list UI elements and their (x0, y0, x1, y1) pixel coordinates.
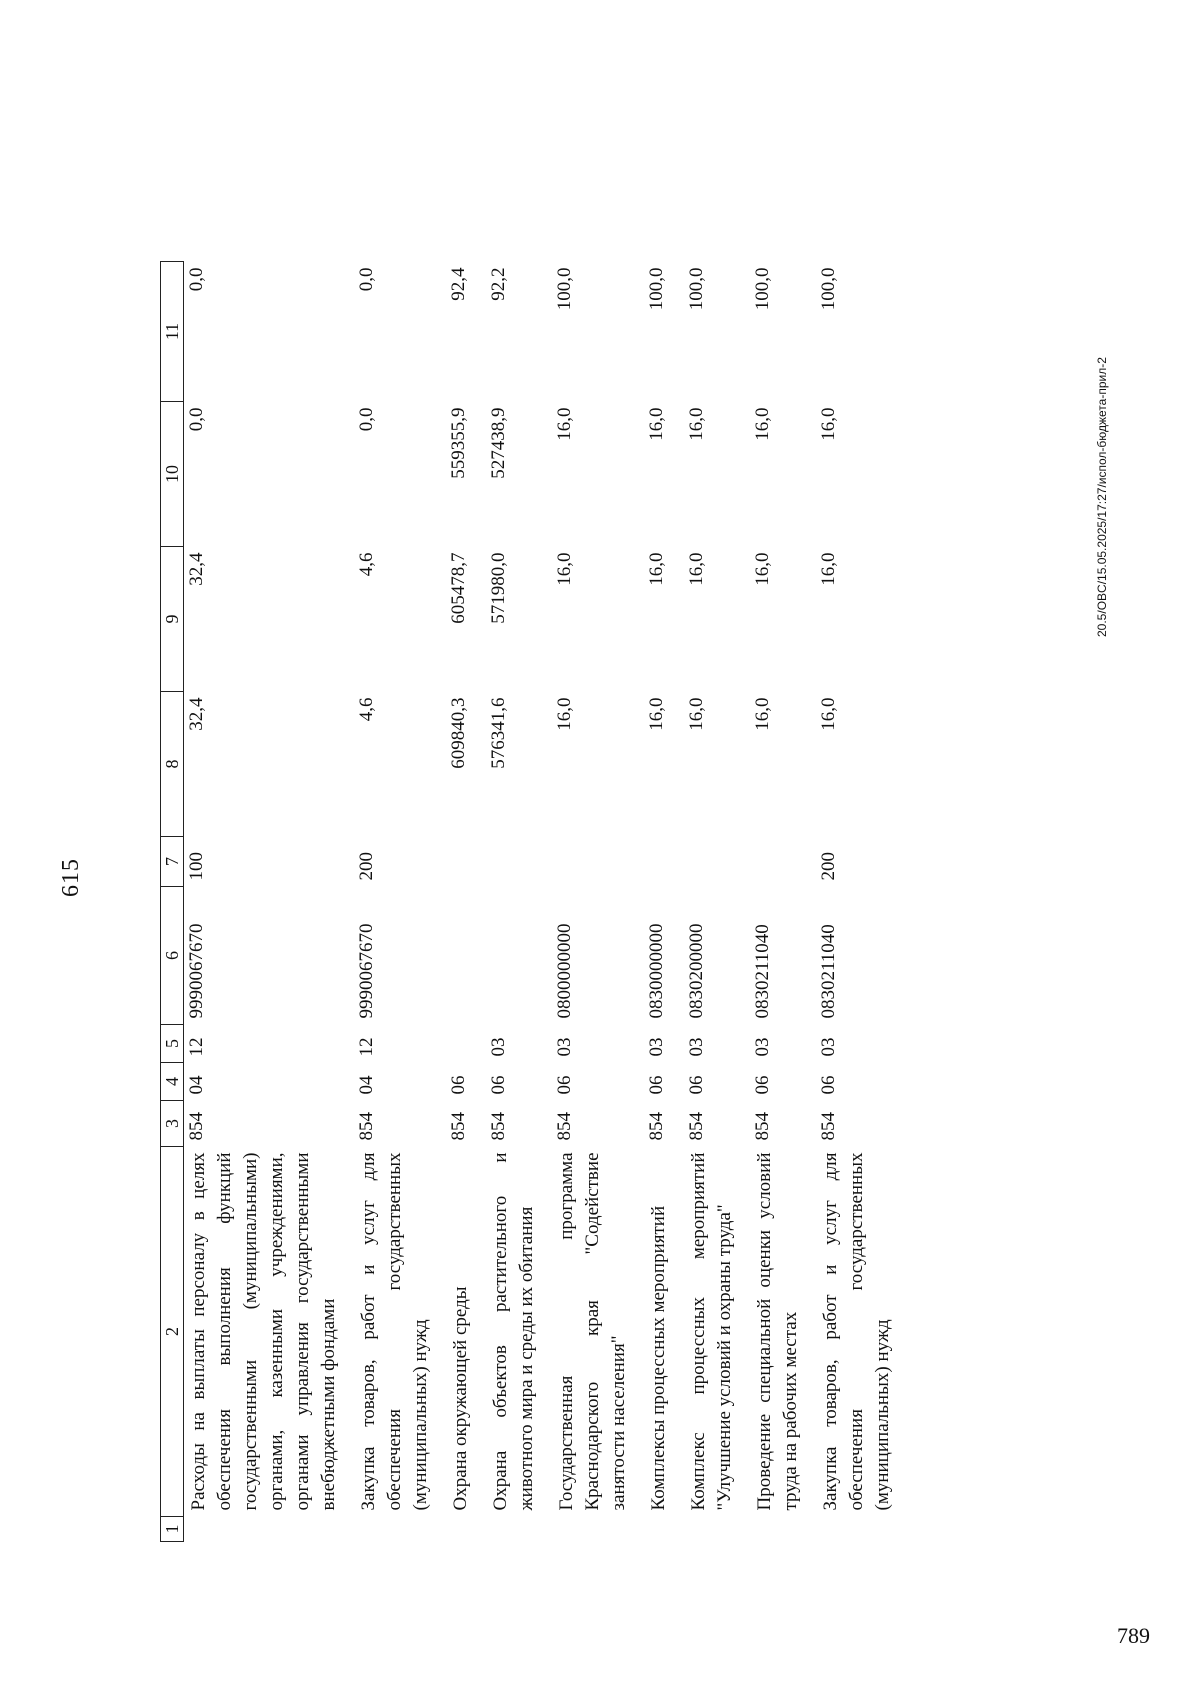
cell-c6: 0830000000 (646, 923, 667, 1019)
table-header-row (161, 262, 184, 1542)
page-number-bottom: 789 (1117, 1623, 1150, 1648)
cell-col-1 (816, 1517, 896, 1542)
cell-c3: 854 (818, 1112, 839, 1141)
cell-c11: 0,0 (186, 267, 207, 292)
row-name-cell: Проведение специальной оценки условий труда на рабочих местах (754, 1152, 801, 1511)
cell-c8: 16,0 (554, 697, 575, 731)
header-col-1: 1 (161, 1517, 184, 1542)
cell-c11: 92,2 (488, 267, 509, 301)
budget-table (160, 261, 908, 1542)
table-row (184, 262, 343, 1542)
cell-c5: 12 (356, 1037, 377, 1057)
cell-c10: 559355,9 (448, 407, 469, 479)
table-row (552, 262, 632, 1542)
row-spacer (672, 262, 684, 1542)
row-spacer (738, 262, 750, 1542)
cell-c3: 854 (752, 1112, 773, 1141)
cell-c7: 100 (186, 852, 207, 881)
cell-c8: 32,4 (186, 697, 207, 731)
cell-c5: 03 (752, 1037, 773, 1057)
cell-c10: 16,0 (554, 407, 575, 441)
cell-c7 (684, 837, 738, 887)
cell-c7 (446, 837, 474, 887)
cell-c6 (446, 887, 474, 1025)
cell-c6: 0830200000 (686, 923, 707, 1019)
cell-col-1 (184, 1517, 343, 1542)
cell-c11: 100,0 (752, 267, 773, 311)
cell-c11: 0,0 (356, 267, 377, 292)
cell-c6 (486, 887, 540, 1025)
cell-c11: 100,0 (554, 267, 575, 311)
cell-c8: 16,0 (752, 697, 773, 731)
row-spacer (896, 262, 908, 1542)
header-col-10: 10 (161, 402, 184, 547)
cell-c8: 16,0 (686, 697, 707, 731)
row-spacer (434, 262, 446, 1542)
header-col-11: 11 (161, 262, 184, 402)
cell-c11: 100,0 (818, 267, 839, 311)
row-spacer-cell (434, 262, 446, 1542)
cell-c3: 854 (186, 1112, 207, 1141)
cell-c7 (644, 837, 672, 887)
cell-c9: 16,0 (554, 552, 575, 586)
header-col-5: 5 (161, 1025, 184, 1063)
cell-c7 (750, 837, 804, 887)
cell-c4: 06 (818, 1075, 839, 1095)
header-col-9: 9 (161, 547, 184, 692)
row-spacer-cell (540, 262, 552, 1542)
cell-c8: 609840,3 (448, 697, 469, 769)
row-spacer (804, 262, 816, 1542)
cell-c6: 9990067670 (186, 923, 207, 1019)
row-spacer (342, 262, 354, 1542)
cell-c9: 16,0 (686, 552, 707, 586)
header-col-4: 4 (161, 1063, 184, 1101)
cell-c10: 0,0 (356, 407, 377, 432)
cell-c5 (446, 1025, 474, 1063)
cell-c8: 16,0 (646, 697, 667, 731)
cell-col-1 (644, 1517, 672, 1542)
row-name-cell: Закупка товаров, работ и услуг для обеспечения государственных (муниципальных) нужд (820, 1152, 893, 1511)
header-col-7: 7 (161, 837, 184, 887)
cell-c4: 04 (356, 1075, 377, 1095)
cell-c4: 06 (448, 1075, 469, 1095)
cell-c10: 16,0 (818, 407, 839, 441)
cell-col-1 (446, 1517, 474, 1542)
cell-c8: 4,6 (356, 697, 377, 722)
header-col-3: 3 (161, 1101, 184, 1147)
row-spacer (632, 262, 644, 1542)
cell-col-1 (750, 1517, 804, 1542)
row-spacer (474, 262, 486, 1542)
row-spacer-cell (632, 262, 644, 1542)
table-row (684, 262, 738, 1542)
cell-c4: 04 (186, 1075, 207, 1095)
header-col-8: 8 (161, 692, 184, 837)
cell-c9: 16,0 (752, 552, 773, 586)
table-row (446, 262, 474, 1542)
cell-c3: 854 (554, 1112, 575, 1141)
row-spacer (540, 262, 552, 1542)
row-spacer-cell (738, 262, 750, 1542)
cell-c10: 0,0 (186, 407, 207, 432)
row-spacer-cell (804, 262, 816, 1542)
cell-c9: 16,0 (646, 552, 667, 586)
cell-c7 (552, 837, 632, 887)
cell-c6: 9990067670 (356, 923, 377, 1019)
cell-c5: 03 (686, 1037, 707, 1057)
table-row (750, 262, 804, 1542)
row-spacer-cell (896, 262, 908, 1542)
cell-c9: 605478,7 (448, 552, 469, 624)
header-col-6: 6 (161, 887, 184, 1025)
cell-c9: 571980,0 (488, 552, 509, 624)
cell-col-1 (552, 1517, 632, 1542)
cell-col-1 (684, 1517, 738, 1542)
cell-c4: 06 (646, 1075, 667, 1095)
row-spacer-cell (342, 262, 354, 1542)
cell-c9: 32,4 (186, 552, 207, 586)
cell-c6: 0830211040 (818, 924, 839, 1019)
cell-c5: 03 (646, 1037, 667, 1057)
cell-c9: 4,6 (356, 552, 377, 577)
cell-c10: 16,0 (686, 407, 707, 441)
cell-c8: 576341,6 (488, 697, 509, 769)
cell-c4: 06 (554, 1075, 575, 1095)
cell-c5: 03 (554, 1037, 575, 1057)
row-spacer-cell (474, 262, 486, 1542)
cell-col-1 (486, 1517, 540, 1542)
cell-c7 (486, 837, 540, 887)
cell-c5: 12 (186, 1037, 207, 1057)
cell-c3: 854 (448, 1112, 469, 1141)
table-row (644, 262, 672, 1542)
cell-c7: 200 (818, 852, 839, 881)
row-name-cell: Закупка товаров, работ и услуг для обеспечения государственных (муниципальных) нужд (358, 1152, 431, 1511)
row-name-cell: Государственная программа Краснодарского края "Содействие занятости населения" (556, 1152, 629, 1511)
cell-c11: 100,0 (686, 267, 707, 311)
row-name-cell: Комплексы процессных мероприятий (648, 1205, 669, 1511)
cell-c6: 0830211040 (752, 924, 773, 1019)
row-name-cell: Комплекс процессных мероприятий "Улучшение условий и охраны труда" (688, 1152, 735, 1511)
row-name-cell: Расходы на выплаты персоналу в целях обеспечения выполнения функций государственными (муниципальными) органами, казенными учреждениями, органами управления государственными внебюджетными фондами (188, 1152, 339, 1511)
row-spacer-cell (672, 262, 684, 1542)
cell-col-1 (354, 1517, 434, 1542)
cell-c3: 854 (686, 1112, 707, 1141)
table-row (486, 262, 540, 1542)
cell-c7: 200 (356, 852, 377, 881)
cell-c3: 854 (488, 1112, 509, 1141)
cell-c11: 100,0 (646, 267, 667, 311)
document-code: 20.5/OBC/15.05.2025/17:27/испол-бюджета-прил-2 (1095, 357, 1109, 637)
cell-c5: 03 (818, 1037, 839, 1057)
cell-c9: 16,0 (818, 552, 839, 586)
cell-c4: 06 (752, 1075, 773, 1095)
row-name-cell: Охрана объектов растительного и животного мира и среды их обитания (490, 1152, 537, 1511)
cell-c5: 03 (488, 1037, 509, 1057)
table-row (816, 262, 896, 1542)
cell-c4: 06 (488, 1075, 509, 1095)
header-col-2: 2 (161, 1147, 184, 1517)
cell-c11: 92,4 (448, 267, 469, 301)
cell-c4: 06 (686, 1075, 707, 1095)
table-row (354, 262, 434, 1542)
cell-c6: 0800000000 (554, 923, 575, 1019)
page-number-top: 615 (58, 858, 84, 897)
cell-c3: 854 (356, 1112, 377, 1141)
cell-c8: 16,0 (818, 697, 839, 731)
row-name-cell: Охрана окружающей среды (450, 1286, 471, 1511)
cell-c3: 854 (646, 1112, 667, 1141)
cell-c10: 16,0 (646, 407, 667, 441)
cell-c10: 527438,9 (488, 407, 509, 479)
cell-c10: 16,0 (752, 407, 773, 441)
